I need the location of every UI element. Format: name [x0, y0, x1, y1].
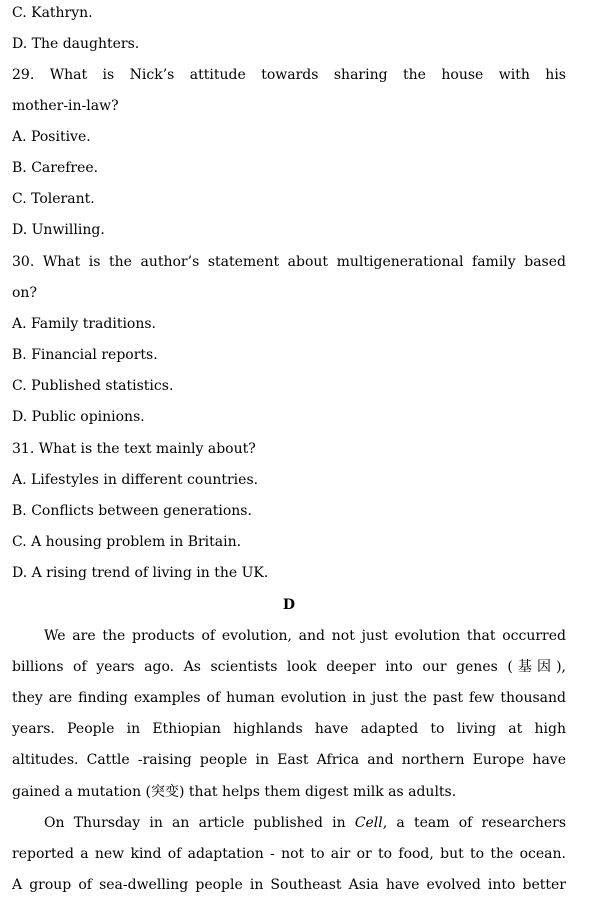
passage-para1-line-2: billions of years ago. As scientists look deeper into our genes (基因),	[12, 659, 566, 675]
q29-question-line-2: mother-in-law?	[12, 98, 119, 114]
passage-para2-line-3: A group of sea-dwelling people in Southeast Asia have evolved into better	[12, 877, 566, 893]
passage-para1-line-6: gained a mutation (突变) that helps them digest milk as adults.	[12, 784, 457, 800]
q29-option-d: D. Unwilling.	[12, 222, 105, 238]
passage-para1-line-4: years. People in Ethiopian highlands have adapted to living at high	[12, 721, 566, 737]
q29-option-b: B. Carefree.	[12, 160, 99, 176]
para2-text-after-journal: , a team of researchers	[382, 815, 566, 831]
journal-name: Cell	[354, 815, 383, 831]
q31-option-a: A. Lifestyles in different countries.	[12, 472, 259, 488]
q29-question-line-1: 29. What is Nick’s attitude towards sharing the house with his	[12, 67, 566, 83]
q29-option-a: A. Positive.	[12, 129, 91, 145]
q31-option-d: D. A rising trend of living in the UK.	[12, 565, 269, 581]
q28-option-d: D. The daughters.	[12, 36, 140, 52]
q31-option-c: C. A housing problem in Britain.	[12, 534, 242, 550]
q30-option-c: C. Published statistics.	[12, 378, 174, 394]
q30-option-d: D. Public opinions.	[12, 409, 145, 425]
q31-option-b: B. Conflicts between generations.	[12, 503, 252, 519]
q29-option-c: C. Tolerant.	[12, 191, 95, 207]
q30-option-b: B. Financial reports.	[12, 347, 158, 363]
q28-option-c: C. Kathryn.	[12, 5, 93, 21]
q30-question-line-2: on?	[12, 285, 37, 301]
section-heading: D	[282, 597, 296, 613]
para2-text-before-journal: On Thursday in an article published in	[44, 815, 346, 831]
passage-para1-line-3: they are finding examples of human evolution in just the past few thousand	[12, 690, 566, 706]
q30-question-line-1: 30. What is the author’s statement about multigenerational family based	[12, 254, 566, 270]
passage-para1-line-5: altitudes. Cattle -raising people in East Africa and northern Europe have	[12, 752, 566, 768]
passage-para1-line-1: We are the products of evolution, and not just evolution that occurred	[44, 628, 566, 644]
passage-para2-line-2: reported a new kind of adaptation - not to air or to food, but to the ocean.	[12, 846, 566, 862]
q30-option-a: A. Family traditions.	[12, 316, 156, 332]
passage-para2-line-1	[12, 808, 566, 839]
q31-question: 31. What is the text mainly about?	[12, 441, 256, 457]
